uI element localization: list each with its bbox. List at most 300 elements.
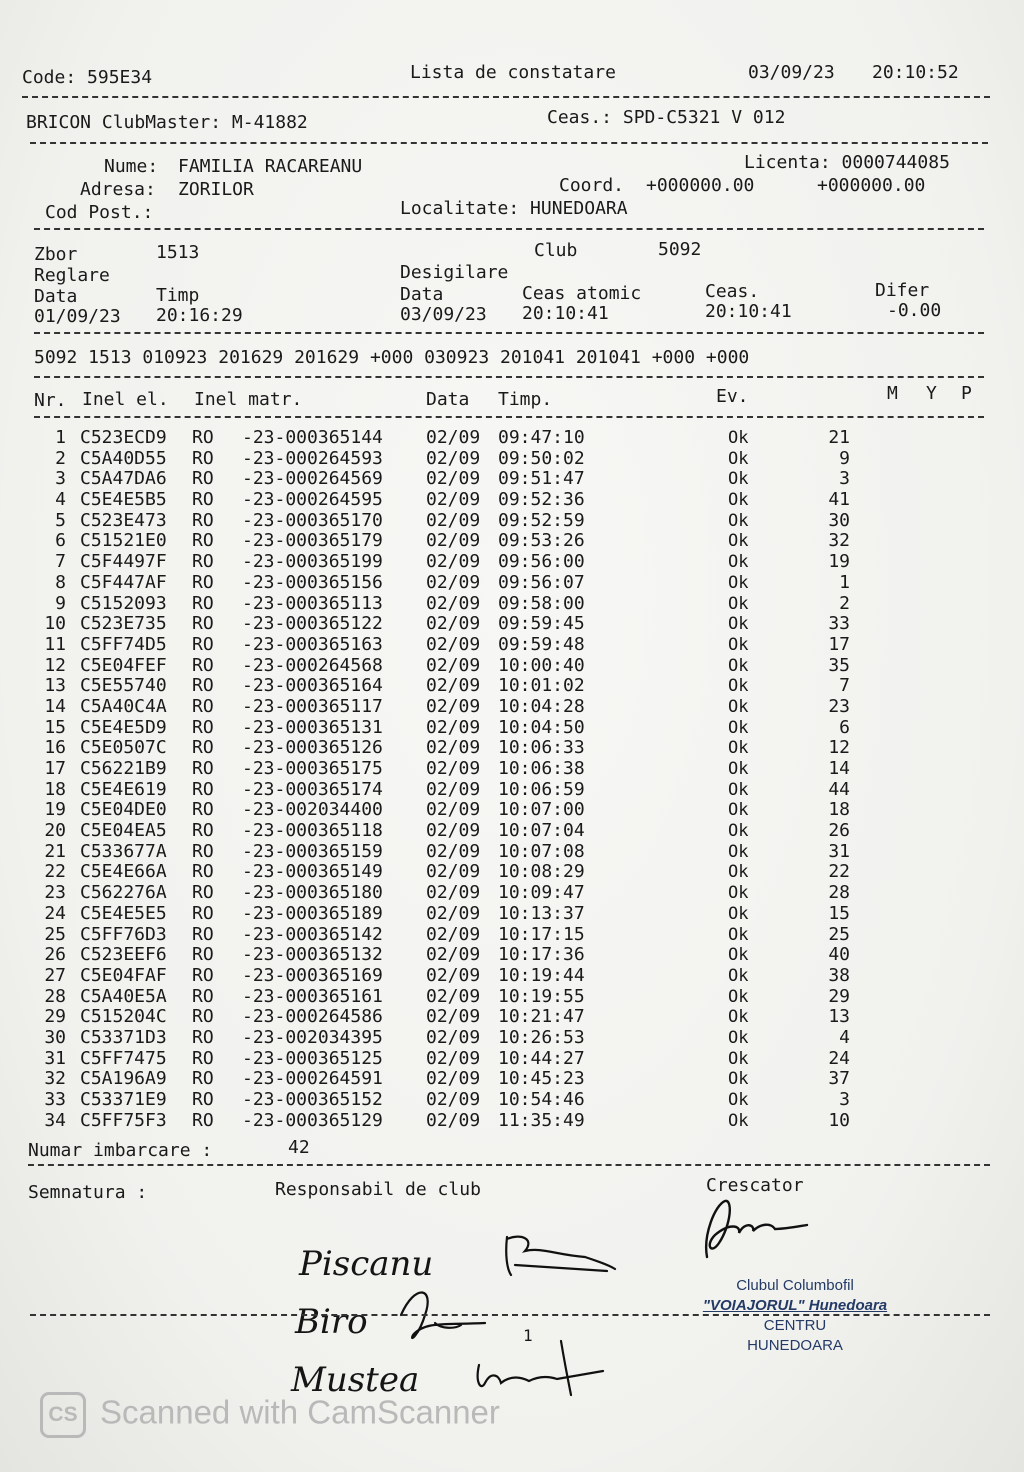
- club-stamp: [700, 1276, 890, 1356]
- table-row: [30, 469, 930, 490]
- m-value: 21: [828, 427, 850, 448]
- arrival-date: 02/09: [426, 592, 481, 614]
- event-status: Ok: [728, 862, 749, 883]
- divider-line: [34, 416, 984, 418]
- row-number: 22: [44, 861, 66, 883]
- country-code: RO: [192, 1047, 214, 1069]
- breeder-label: Crescator: [706, 1175, 804, 1196]
- m-value: 23: [828, 695, 850, 717]
- divider-line: [34, 228, 984, 230]
- electronic-ring: C523E473: [80, 509, 167, 531]
- table-row: [30, 987, 930, 1008]
- electronic-ring: C515204C: [80, 1006, 167, 1028]
- electronic-ring: C5E04DE0: [80, 799, 167, 821]
- arrival-date: 02/09: [426, 489, 481, 511]
- electronic-ring: C5A196A9: [80, 1068, 167, 1090]
- m-value: 15: [828, 902, 850, 924]
- m-value: 6: [839, 716, 850, 738]
- electronic-ring: C56221B9: [80, 758, 167, 779]
- electronic-ring: C5152093: [80, 592, 167, 614]
- camscanner-watermark: [40, 1392, 500, 1438]
- table-row: [30, 759, 930, 780]
- device-model: BRICON ClubMaster: M-41882: [26, 112, 308, 133]
- stamp-line-3: CENTRU: [763, 1317, 827, 1334]
- arrival-date: 02/09: [426, 1089, 481, 1110]
- arrival-time: 10:26:53: [498, 1026, 585, 1048]
- arrival-date: 02/09: [426, 468, 481, 490]
- country-code: RO: [192, 1068, 214, 1090]
- event-status: Ok: [728, 448, 749, 469]
- arrival-time: 09:59:48: [498, 633, 585, 655]
- country-code: RO: [192, 902, 214, 924]
- country-code: RO: [192, 675, 214, 697]
- event-status: Ok: [728, 572, 749, 593]
- arrival-date: 02/09: [426, 654, 481, 676]
- electronic-ring: C5E4E619: [80, 778, 167, 800]
- arrival-date: 02/09: [426, 1006, 481, 1028]
- set-date: 01/09/23: [34, 306, 121, 327]
- summary-line: 5092 1513 010923 201629 201629 +000 030923 201041 201041 +000 +000: [34, 347, 750, 368]
- electronic-ring: C5A40D55: [80, 447, 167, 469]
- arrival-date: 02/09: [426, 1068, 481, 1090]
- country-code: RO: [192, 427, 214, 448]
- table-row: [30, 656, 930, 677]
- camscanner-logo-icon: CS: [40, 1392, 86, 1438]
- event-status: Ok: [728, 1069, 749, 1090]
- electronic-ring: C5E55740: [80, 675, 167, 697]
- handwritten-name-3: Mustea: [291, 1360, 420, 1400]
- row-number: 25: [44, 923, 66, 945]
- country-code: RO: [192, 799, 214, 821]
- col-header-y: Y: [926, 383, 937, 404]
- table-row: [30, 925, 930, 946]
- registration-ring: -23-000264591: [242, 1068, 383, 1090]
- country-code: RO: [192, 1089, 214, 1110]
- registration-ring: -23-000365164: [242, 675, 383, 697]
- event-status: Ok: [728, 469, 749, 490]
- m-value: 29: [828, 985, 850, 1007]
- row-number: 34: [44, 1109, 66, 1131]
- arrival-time: 10:08:29: [498, 861, 585, 883]
- row-number: 23: [44, 882, 66, 904]
- table-row: [30, 718, 930, 739]
- country-code: RO: [192, 633, 214, 655]
- col-header-time: Timp.: [498, 389, 553, 410]
- registration-ring: -23-000365118: [242, 820, 383, 842]
- table-row: [30, 800, 930, 821]
- country-code: RO: [192, 840, 214, 862]
- set-time-label: Timp: [156, 285, 200, 306]
- set-date-label: Data: [34, 286, 78, 307]
- event-status: Ok: [728, 655, 749, 676]
- event-status: Ok: [728, 593, 749, 614]
- row-number: 9: [55, 592, 66, 614]
- country-code: RO: [192, 447, 214, 469]
- registration-ring: -23-000365161: [242, 985, 383, 1007]
- registration-ring: -23-000365170: [242, 509, 383, 531]
- registration-ring: -23-000365159: [242, 840, 383, 862]
- country-code: RO: [192, 530, 214, 552]
- arrival-date: 02/09: [426, 737, 481, 759]
- event-status: Ok: [728, 1027, 749, 1048]
- club-label: Club: [534, 240, 578, 261]
- arrival-time: 09:50:02: [498, 447, 585, 469]
- electronic-ring: C5A40E5A: [80, 985, 167, 1007]
- electronic-ring: C5FF76D3: [80, 923, 167, 945]
- row-number: 16: [44, 737, 66, 759]
- signature-label: Semnatura :: [28, 1182, 148, 1203]
- arrival-date: 02/09: [426, 716, 481, 738]
- country-code: RO: [192, 758, 214, 779]
- arrival-time: 09:52:59: [498, 509, 585, 531]
- registration-ring: -23-000365142: [242, 923, 383, 945]
- table-row: [30, 862, 930, 883]
- registration-ring: -23-000365125: [242, 1047, 383, 1069]
- country-code: RO: [192, 778, 214, 800]
- table-row: [30, 966, 930, 987]
- electronic-ring: C5E04FAF: [80, 964, 167, 986]
- electronic-ring: C533677A: [80, 840, 167, 862]
- registration-ring: -23-000264568: [242, 654, 383, 676]
- country-code: RO: [192, 509, 214, 531]
- registration-ring: -23-000365152: [242, 1089, 383, 1110]
- table-row: [30, 883, 930, 904]
- page-number: 1: [523, 1326, 533, 1345]
- arrival-date: 02/09: [426, 778, 481, 800]
- difference-value: -0.00: [887, 300, 942, 321]
- address-label: Adresa:: [80, 179, 156, 200]
- row-number: 13: [44, 675, 66, 697]
- arrival-time: 11:35:49: [498, 1109, 585, 1131]
- row-number: 31: [44, 1047, 66, 1069]
- event-status: Ok: [728, 1048, 749, 1069]
- row-number: 5: [55, 509, 66, 531]
- table-row: [30, 904, 930, 925]
- code-label: Code: 595E34: [22, 67, 153, 88]
- m-value: 32: [828, 530, 850, 552]
- row-number: 20: [44, 820, 66, 842]
- atomic-time: 20:10:41: [522, 303, 609, 324]
- m-value: 30: [828, 509, 850, 531]
- event-status: Ok: [728, 1007, 749, 1028]
- table-row: [30, 1007, 930, 1028]
- arrival-date: 02/09: [426, 613, 481, 635]
- row-number: 6: [55, 530, 66, 552]
- country-code: RO: [192, 468, 214, 490]
- m-value: 7: [839, 675, 850, 697]
- arrival-time: 09:53:26: [498, 530, 585, 552]
- registration-ring: -23-000365126: [242, 737, 383, 759]
- clock-id: Ceas.: SPD-C5321 V 012: [547, 107, 786, 128]
- registration-ring: -23-000365199: [242, 551, 383, 573]
- arrival-date: 02/09: [426, 571, 481, 593]
- arrival-date: 02/09: [426, 447, 481, 469]
- registration-ring: -23-000365144: [242, 427, 383, 448]
- event-status: Ok: [728, 883, 749, 904]
- arrival-time: 09:56:07: [498, 571, 585, 593]
- registration-ring: -23-000365163: [242, 633, 383, 655]
- electronic-ring: C5E04FEF: [80, 654, 167, 676]
- col-header-ev: Ev.: [716, 386, 749, 407]
- country-code: RO: [192, 964, 214, 986]
- m-value: 31: [828, 840, 850, 862]
- m-value: 3: [839, 1089, 850, 1110]
- electronic-ring: C53371E9: [80, 1089, 167, 1110]
- row-number: 32: [44, 1068, 66, 1090]
- m-value: 28: [828, 882, 850, 904]
- table-row: [30, 531, 930, 552]
- row-number: 10: [44, 613, 66, 635]
- row-number: 18: [44, 778, 66, 800]
- electronic-ring: C5E4E66A: [80, 861, 167, 883]
- divider-line: [34, 376, 984, 378]
- club-number: 5092: [658, 239, 702, 260]
- arrival-time: 09:47:10: [498, 427, 585, 448]
- difference-label: Difer: [875, 280, 930, 301]
- electronic-ring: C523EEF6: [80, 944, 167, 966]
- owner-address: ZORILOR: [178, 179, 254, 200]
- stamp-line-4: HUNEDOARA: [747, 1337, 843, 1354]
- table-row: [30, 1090, 930, 1111]
- event-status: Ok: [728, 676, 749, 697]
- col-header-ring-el: Inel el.: [82, 389, 169, 410]
- arrival-date: 02/09: [426, 1109, 481, 1131]
- m-value: 2: [839, 592, 850, 614]
- m-value: 41: [828, 489, 850, 511]
- registration-ring: -23-000365189: [242, 902, 383, 924]
- event-status: Ok: [728, 1110, 749, 1131]
- country-code: RO: [192, 861, 214, 883]
- table-row: [30, 490, 930, 511]
- country-code: RO: [192, 1026, 214, 1048]
- m-value: 3: [839, 468, 850, 490]
- registration-ring: -23-000365175: [242, 758, 383, 779]
- arrival-date: 02/09: [426, 964, 481, 986]
- arrival-time: 10:09:47: [498, 882, 585, 904]
- table-row: [30, 1028, 930, 1049]
- table-row: [30, 676, 930, 697]
- m-value: 13: [828, 1006, 850, 1028]
- divider-line: [22, 96, 990, 98]
- clock-time: 20:10:41: [705, 301, 792, 322]
- table-row: [30, 635, 930, 656]
- row-number: 4: [55, 489, 66, 511]
- handwritten-name-2: Biro: [295, 1302, 368, 1342]
- row-number: 27: [44, 964, 66, 986]
- setting-label: Reglare: [34, 265, 110, 286]
- row-number: 17: [44, 758, 66, 779]
- event-status: Ok: [728, 1090, 749, 1110]
- table-row: [30, 428, 930, 449]
- event-status: Ok: [728, 552, 749, 573]
- arrival-time: 10:17:15: [498, 923, 585, 945]
- row-number: 7: [55, 551, 66, 573]
- country-code: RO: [192, 571, 214, 593]
- arrival-time: 10:45:23: [498, 1068, 585, 1090]
- stamp-line-1: Clubul Columbofil: [736, 1277, 854, 1294]
- arrival-date: 02/09: [426, 530, 481, 552]
- col-header-p: P: [961, 383, 972, 404]
- registration-ring: -23-000365113: [242, 592, 383, 614]
- country-code: RO: [192, 654, 214, 676]
- arrival-time: 10:06:59: [498, 778, 585, 800]
- m-value: 24: [828, 1047, 850, 1069]
- arrival-time: 09:58:00: [498, 592, 585, 614]
- row-number: 29: [44, 1006, 66, 1028]
- registration-ring: -23-000365131: [242, 716, 383, 738]
- arrival-date: 02/09: [426, 675, 481, 697]
- arrival-date: 02/09: [426, 1026, 481, 1048]
- electronic-ring: C5FF74D5: [80, 633, 167, 655]
- arrival-time: 10:54:46: [498, 1089, 585, 1110]
- arrival-date: 02/09: [426, 799, 481, 821]
- m-value: 14: [828, 758, 850, 779]
- arrival-time: 10:44:27: [498, 1047, 585, 1069]
- m-value: 4: [839, 1026, 850, 1048]
- arrival-time: 10:07:04: [498, 820, 585, 842]
- arrival-date: 02/09: [426, 1047, 481, 1069]
- arrival-time: 09:56:00: [498, 551, 585, 573]
- table-row: [30, 738, 930, 759]
- col-header-m: M: [887, 383, 898, 404]
- arrival-date: 02/09: [426, 985, 481, 1007]
- event-status: Ok: [728, 965, 749, 986]
- registration-ring: -23-000264586: [242, 1006, 383, 1028]
- row-number: 30: [44, 1026, 66, 1048]
- m-value: 25: [828, 923, 850, 945]
- registration-ring: -23-000365156: [242, 571, 383, 593]
- locality: Localitate: HUNEDOARA: [400, 198, 628, 219]
- electronic-ring: C5E4E5D9: [80, 716, 167, 738]
- country-code: RO: [192, 737, 214, 759]
- arrival-time: 09:51:47: [498, 468, 585, 490]
- registration-ring: -23-000264569: [242, 468, 383, 490]
- m-value: 22: [828, 861, 850, 883]
- event-status: Ok: [728, 428, 749, 448]
- table-row: [30, 697, 930, 718]
- m-value: 12: [828, 737, 850, 759]
- country-code: RO: [192, 592, 214, 614]
- boarding-label: Numar imbarcare :: [28, 1140, 213, 1161]
- arrival-date: 02/09: [426, 551, 481, 573]
- m-value: 33: [828, 613, 850, 635]
- electronic-ring: C5A40C4A: [80, 695, 167, 717]
- row-number: 28: [44, 985, 66, 1007]
- event-status: Ok: [728, 759, 749, 779]
- registration-ring: -23-000365132: [242, 944, 383, 966]
- electronic-ring: C5F4497F: [80, 551, 167, 573]
- row-number: 33: [44, 1089, 66, 1110]
- row-number: 19: [44, 799, 66, 821]
- country-code: RO: [192, 882, 214, 904]
- registration-ring: -23-000365122: [242, 613, 383, 635]
- row-number: 3: [55, 468, 66, 490]
- watermark-text: Scanned with CamScanner: [100, 1393, 500, 1431]
- flight-label: Zbor: [34, 244, 78, 265]
- electronic-ring: C523E735: [80, 613, 167, 635]
- registration-ring: -23-000365179: [242, 530, 383, 552]
- electronic-ring: C5A47DA6: [80, 468, 167, 490]
- m-value: 9: [839, 447, 850, 469]
- table-row: [30, 1111, 930, 1132]
- breeder-signature: [695, 1195, 815, 1265]
- m-value: 1: [839, 571, 850, 593]
- row-number: 2: [55, 447, 66, 469]
- row-number: 26: [44, 944, 66, 966]
- row-number: 1: [55, 427, 66, 448]
- owner-name: FAMILIA RACAREANU: [178, 156, 363, 177]
- table-row: [30, 1069, 930, 1090]
- arrival-time: 10:07:00: [498, 799, 585, 821]
- row-number: 12: [44, 654, 66, 676]
- event-status: Ok: [728, 696, 749, 717]
- arrival-time: 10:01:02: [498, 675, 585, 697]
- license-number: Licenta: 0000744085: [744, 152, 950, 173]
- set-time: 20:16:29: [156, 305, 243, 326]
- registration-ring: -23-000264593: [242, 447, 383, 469]
- electronic-ring: C5FF75F3: [80, 1109, 167, 1131]
- arrival-time: 09:59:45: [498, 613, 585, 635]
- col-header-ring-matr: Inel matr.: [194, 389, 303, 410]
- table-row: [30, 449, 930, 470]
- m-value: 10: [828, 1109, 850, 1131]
- event-status: Ok: [728, 821, 749, 842]
- m-value: 40: [828, 944, 850, 966]
- boarding-count: 42: [288, 1137, 310, 1158]
- arrival-time: 10:04:50: [498, 716, 585, 738]
- event-status: Ok: [728, 841, 749, 862]
- arrival-time: 10:21:47: [498, 1006, 585, 1028]
- arrivals-table: [30, 428, 930, 1131]
- registration-ring: -23-002034400: [242, 799, 383, 821]
- postal-code-label: Cod Post.:: [45, 202, 154, 223]
- table-row: [30, 614, 930, 635]
- arrival-date: 02/09: [426, 633, 481, 655]
- m-value: 35: [828, 654, 850, 676]
- country-code: RO: [192, 820, 214, 842]
- arrival-time: 10:06:33: [498, 737, 585, 759]
- event-status: Ok: [728, 779, 749, 800]
- electronic-ring: C562276A: [80, 882, 167, 904]
- event-status: Ok: [728, 510, 749, 531]
- m-value: 37: [828, 1068, 850, 1090]
- flight-number: 1513: [156, 242, 200, 263]
- table-row: [30, 573, 930, 594]
- arrival-date: 02/09: [426, 923, 481, 945]
- registration-ring: -23-002034395: [242, 1026, 383, 1048]
- country-code: RO: [192, 1006, 214, 1028]
- country-code: RO: [192, 1109, 214, 1131]
- country-code: RO: [192, 489, 214, 511]
- electronic-ring: C5E0507C: [80, 737, 167, 759]
- arrival-date: 02/09: [426, 695, 481, 717]
- registration-ring: -23-000365169: [242, 964, 383, 986]
- registration-ring: -23-000365174: [242, 778, 383, 800]
- electronic-ring: C5E4E5B5: [80, 489, 167, 511]
- electronic-ring: C5F447AF: [80, 571, 167, 593]
- m-value: 17: [828, 633, 850, 655]
- arrival-time: 10:07:08: [498, 840, 585, 862]
- arrival-date: 02/09: [426, 902, 481, 924]
- divider-line: [30, 142, 988, 144]
- event-status: Ok: [728, 924, 749, 945]
- event-status: Ok: [728, 490, 749, 511]
- row-number: 11: [44, 633, 66, 655]
- table-row: [30, 842, 930, 863]
- event-status: Ok: [728, 986, 749, 1007]
- arrival-date: 02/09: [426, 427, 481, 448]
- event-status: Ok: [728, 800, 749, 821]
